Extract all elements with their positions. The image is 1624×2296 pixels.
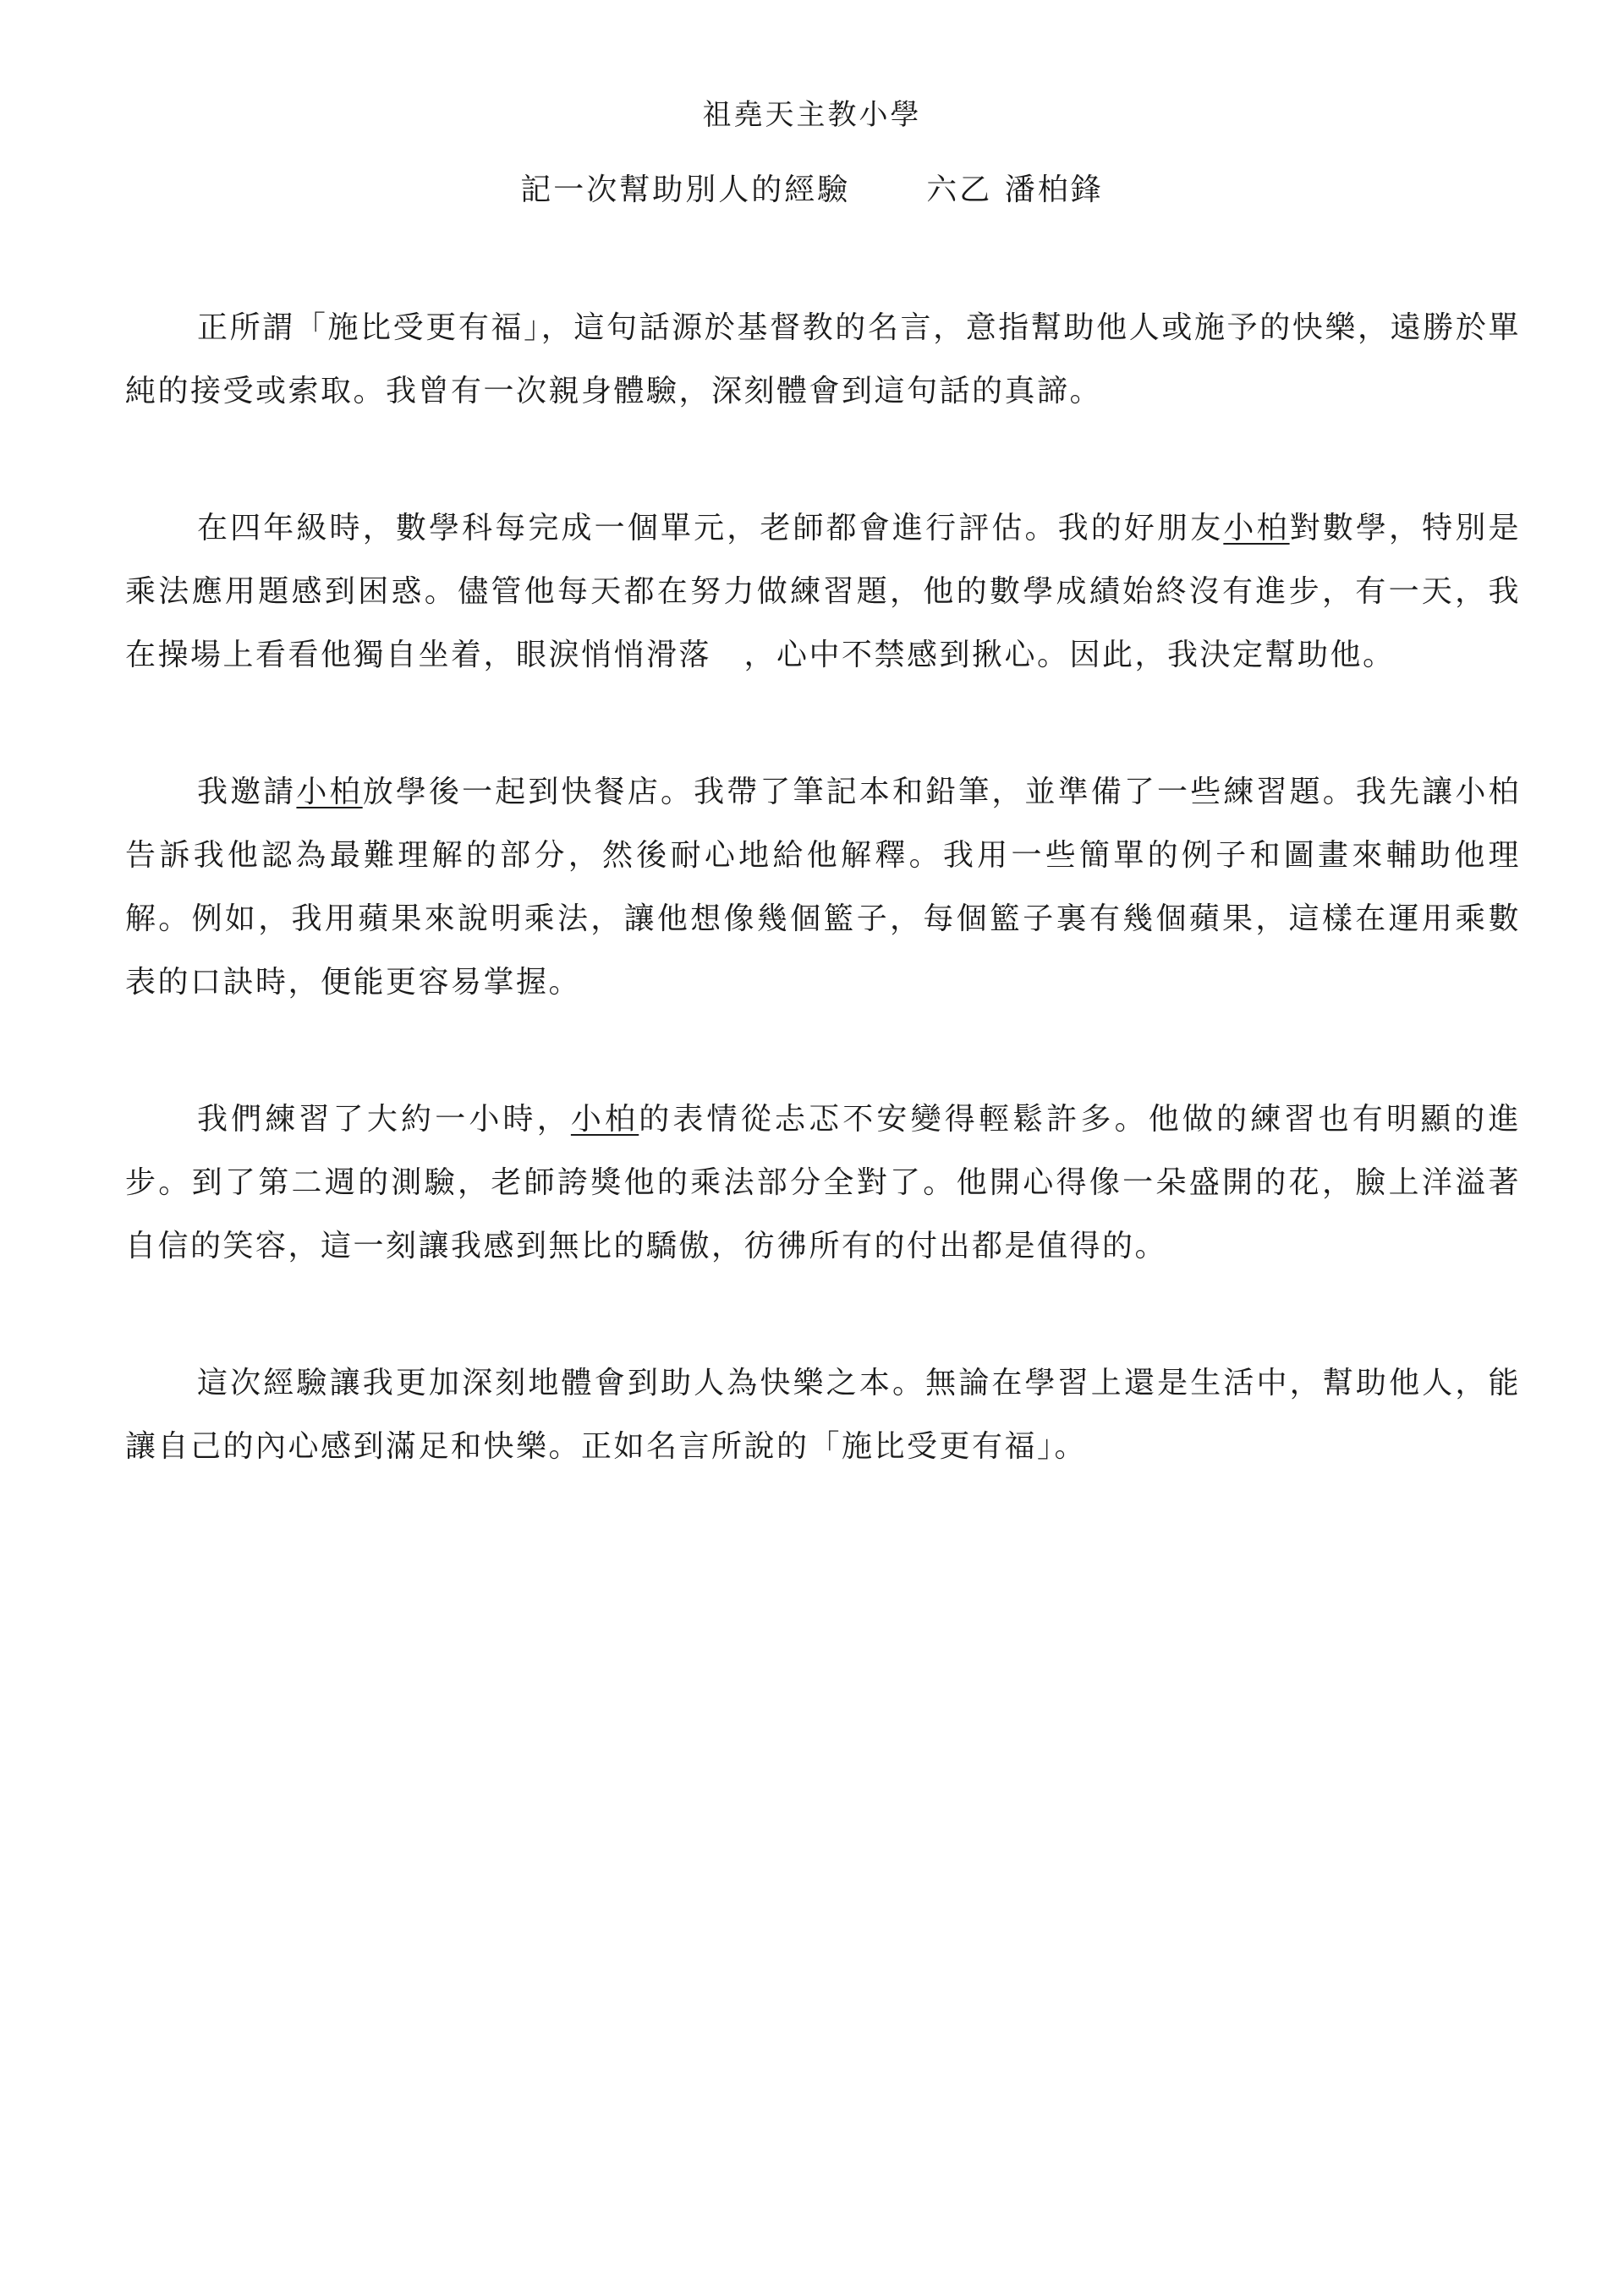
paragraph-text: 我們練習了大約一小時， xyxy=(197,1102,571,1137)
essay-title: 記一次幫助別人的經驗 xyxy=(520,173,851,207)
paragraph-text: 在四年級時，數學科每完成一個單元，老師都會進行評估。我的好朋友 xyxy=(197,511,1224,545)
paragraph-text: 的表情從忐忑不安變得輕鬆許多。他做的練習也有明顯的進步。到了第二週的測驗，老師誇獎他的乘法部分全對了。他開心得像一朵盛開的花，臉上洋溢著自信的笑容，這一刻讓我感到無比的驕傲，彷彿所有的付出都是值得的。 xyxy=(125,1102,1521,1263)
essay-heading xyxy=(0,166,1624,209)
paragraph-text: 正所謂「施比受更有福」，這句話源於基督教的名言，意指幫助他人或施予的快樂，遠勝於單純的接受或索取。我曾有一次親身體驗，深刻體會到這句話的真諦。 xyxy=(125,310,1521,408)
underlined-name: 小柏 xyxy=(296,775,363,809)
paragraph-3 xyxy=(125,760,1521,1014)
paragraph-2 xyxy=(125,496,1521,687)
student-class: 六乙 xyxy=(926,173,993,207)
paragraph-4 xyxy=(125,1088,1521,1278)
paragraph-text: 這次經驗讓我更加深刻地體會到助人為快樂之本。無論在學習上還是生活中，幫助他人，能讓自己的內心感到滿足和快樂。正如名言所說的「施比受更有福」。 xyxy=(125,1366,1521,1464)
paragraph-5 xyxy=(125,1351,1521,1478)
underlined-name: 小柏 xyxy=(570,1102,639,1137)
underlined-name: 小柏 xyxy=(1223,511,1290,545)
paragraph-text: 我邀請 xyxy=(197,775,297,809)
author-name: 潘柏鋒 xyxy=(1004,173,1104,207)
school-name: 祖堯天主教小學 xyxy=(702,98,922,132)
paragraph-1 xyxy=(125,296,1521,423)
paragraph-text: 放學後一起到快餐店。我帶了筆記本和鉛筆，並準備了一些練習題。我先讓小柏告訴我他認為最難理解的部分，然後耐心地給他解釋。我用一些簡單的例子和圖畫來輔助他理解。例如，我用蘋果來說明乘法，讓他想像幾個籃子，每個籃子裏有幾個蘋果，這樣在運用乘數表的口訣時，便能更容易掌握。 xyxy=(125,775,1521,1000)
paragraph-text: 對數學，特別是乘法應用題感到困惑。儘管他每天都在努力做練習題，他的數學成績始終沒有進步，有一天，我在操場上看看他獨自坐着，眼淚悄悄滑落 ，心中不禁感到揪心。因此，我決定幫助他。 xyxy=(125,511,1521,672)
essay-body xyxy=(125,296,1521,1552)
